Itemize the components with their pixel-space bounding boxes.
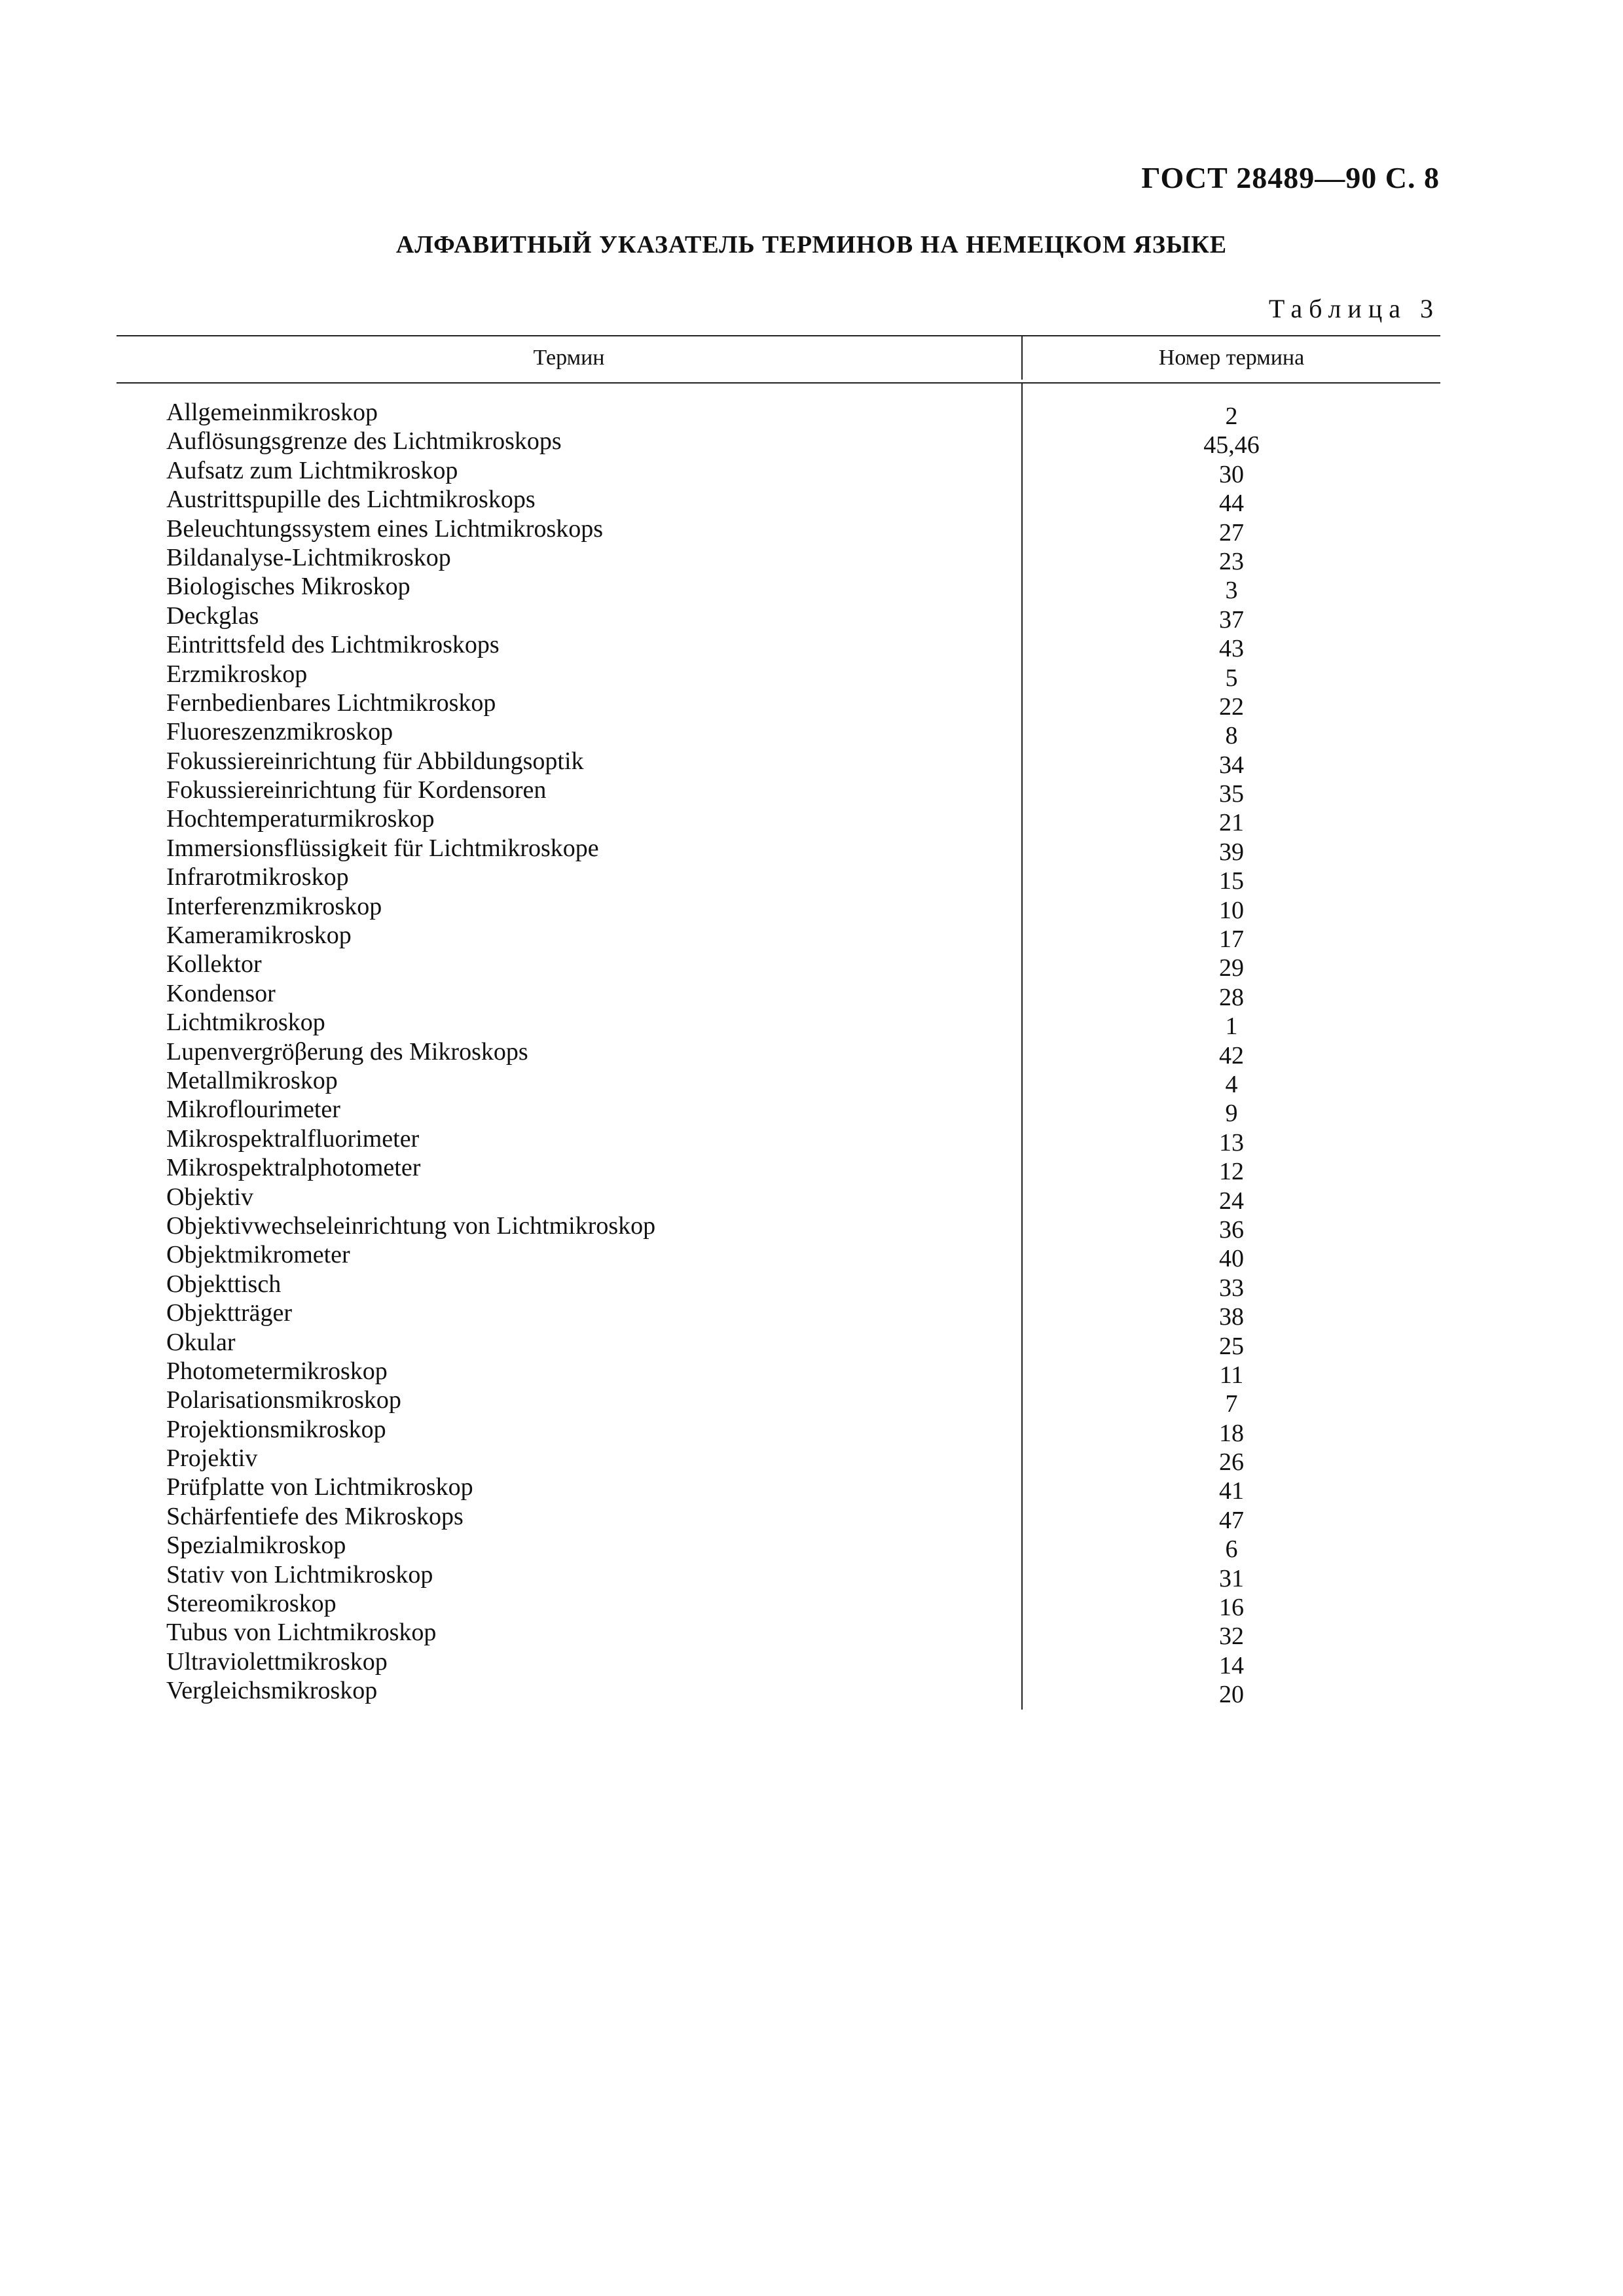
term-number-cell: 35: [1219, 780, 1244, 808]
term-number-cell: 5: [1225, 664, 1238, 692]
term-number-cell: 10: [1219, 896, 1244, 924]
term-number-cell: 16: [1219, 1594, 1244, 1622]
table-header-row: [117, 335, 1440, 380]
term-cell: Mikrospektralphotometer: [166, 1154, 421, 1182]
term-cell: Vergleichsmikroskop: [166, 1677, 378, 1705]
term-cell: Metallmikroskop: [166, 1066, 338, 1094]
term-number-cell: 18: [1219, 1419, 1244, 1447]
term-cell: Schärfentiefe des Mikroskops: [166, 1502, 464, 1530]
term-cell: Okular: [166, 1328, 236, 1356]
column-header-term: Термин: [117, 336, 1023, 380]
term-cell: Ultraviolettmikroskop: [166, 1647, 388, 1676]
term-number-cell: 37: [1219, 605, 1244, 634]
term-cell: Immersionsflüssigkeit für Lichtmikroskope: [166, 834, 599, 862]
term-cell: Fokussiereinrichtung für Abbildungsoptik: [166, 747, 584, 775]
term-number-cell: 38: [1219, 1303, 1244, 1331]
term-number-cell: 34: [1219, 751, 1244, 779]
term-cell: Projektionsmikroskop: [166, 1415, 386, 1443]
term-cell: Polarisationsmikroskop: [166, 1386, 401, 1414]
term-cell: Hochtemperaturmikroskop: [166, 805, 435, 833]
term-number-cell: 45,46: [1203, 431, 1260, 459]
term-number-cell: 9: [1225, 1100, 1238, 1128]
term-cell: Fernbedienbares Lichtmikroskop: [166, 689, 496, 717]
term-cell: Lupenvergröβerung des Mikroskops: [166, 1037, 528, 1066]
term-number-cell: 12: [1219, 1158, 1244, 1186]
term-number-cell: 32: [1219, 1623, 1244, 1651]
term-number-cell: 31: [1219, 1564, 1244, 1592]
term-number-cell: 42: [1219, 1041, 1244, 1069]
term-number-cell: 21: [1219, 809, 1244, 837]
term-cell: Prüfplatte von Lichtmikroskop: [166, 1473, 473, 1501]
term-cell: Objektträger: [166, 1299, 293, 1327]
term-cell: Projektiv: [166, 1444, 258, 1473]
term-number-cell: 15: [1219, 867, 1244, 895]
term-number-cell: 13: [1219, 1128, 1244, 1157]
term-cell: Biologisches Mikroskop: [166, 573, 410, 601]
section-title: АЛФАВИТНЫЙ УКАЗАТЕЛЬ ТЕРМИНОВ НА НЕМЕЦКОМ ЯЗЫКЕ: [395, 231, 1228, 259]
term-number-cell: 23: [1219, 547, 1244, 575]
term-number-cell: 41: [1219, 1477, 1244, 1505]
term-cell: Interferenzmikroskop: [166, 892, 382, 920]
term-number-cell: 3: [1225, 577, 1238, 605]
term-number-cell: 29: [1219, 954, 1244, 982]
term-cell: Objektivwechseleinrichtung von Lichtmikroskop: [166, 1211, 656, 1240]
term-cell: Beleuchtungssystem eines Lichtmikroskops: [166, 514, 604, 543]
term-number-cell: 17: [1219, 925, 1244, 954]
term-index-table: [117, 335, 1440, 1710]
page-header-doc-ref: ГОСТ 28489—90 С. 8: [1141, 161, 1440, 194]
term-cell: Lichtmikroskop: [166, 1009, 325, 1037]
term-number-cell: 2: [1225, 403, 1238, 430]
table-caption: Таблица 3: [1268, 294, 1440, 323]
term-cell: Kondensor: [166, 979, 276, 1007]
term-number-cell: 27: [1219, 518, 1244, 547]
table-body: [117, 384, 1440, 1710]
term-cell: Aufsatz zum Lichtmikroskop: [166, 456, 458, 484]
term-number-cell: 20: [1219, 1681, 1244, 1709]
term-cell: Kollektor: [166, 950, 262, 978]
term-cell: Allgemeinmikroskop: [166, 399, 378, 426]
term-number-cell: 7: [1225, 1390, 1238, 1418]
term-cell: Stativ von Lichtmikroskop: [166, 1560, 433, 1588]
term-number-cell: 39: [1219, 838, 1244, 866]
term-cell: Infrarotmikroskop: [166, 863, 349, 891]
term-number-cell: 25: [1219, 1332, 1244, 1360]
term-cell: Mikroflourimeter: [166, 1096, 340, 1124]
term-number-cell: 11: [1219, 1361, 1244, 1389]
term-number-cell: 43: [1219, 635, 1244, 663]
term-cell: Bildanalyse-Lichtmikroskop: [166, 543, 451, 571]
term-cell: Eintrittsfeld des Lichtmikroskops: [166, 631, 500, 659]
term-cell: Stereomikroskop: [166, 1590, 337, 1618]
term-cell: Objekttisch: [166, 1270, 282, 1298]
term-cell: Deckglas: [166, 601, 259, 630]
term-cell: Fluoreszenzmikroskop: [166, 718, 393, 746]
numbers-column: [1023, 384, 1440, 1710]
term-cell: Objektmikrometer: [166, 1241, 350, 1269]
term-number-cell: 28: [1219, 983, 1244, 1011]
term-cell: Erzmikroskop: [166, 660, 308, 688]
term-number-cell: 22: [1219, 692, 1244, 721]
term-cell: Photometermikroskop: [166, 1357, 388, 1385]
term-number-cell: 6: [1225, 1535, 1238, 1564]
terms-column: [117, 384, 1023, 1710]
term-cell: Mikrospektralfluorimeter: [166, 1124, 420, 1153]
term-number-cell: 26: [1219, 1448, 1244, 1477]
column-header-number: Номер термина: [1158, 346, 1305, 370]
term-number-cell: 8: [1225, 722, 1238, 750]
term-number-cell: 44: [1219, 490, 1244, 518]
term-cell: Fokussiereinrichtung für Kordensoren: [166, 776, 547, 804]
term-cell: Tubus von Lichtmikroskop: [166, 1619, 437, 1647]
term-number-cell: 1: [1225, 1013, 1238, 1041]
term-cell: Kameramikroskop: [166, 922, 352, 950]
term-number-cell: 47: [1219, 1506, 1244, 1534]
term-cell: Objektiv: [166, 1183, 253, 1211]
term-cell: Auflösungsgrenze des Lichtmikroskops: [166, 427, 562, 456]
term-number-cell: 40: [1219, 1245, 1244, 1273]
term-number-cell: 24: [1219, 1187, 1244, 1215]
term-cell: Austrittspupille des Lichtmikroskops: [166, 486, 536, 514]
term-number-cell: 30: [1219, 460, 1244, 488]
term-number-cell: 4: [1225, 1070, 1238, 1098]
term-number-cell: 14: [1219, 1651, 1244, 1679]
term-number-cell: 33: [1219, 1274, 1244, 1302]
term-cell: Spezialmikroskop: [166, 1532, 346, 1560]
term-number-cell: 36: [1219, 1215, 1244, 1244]
